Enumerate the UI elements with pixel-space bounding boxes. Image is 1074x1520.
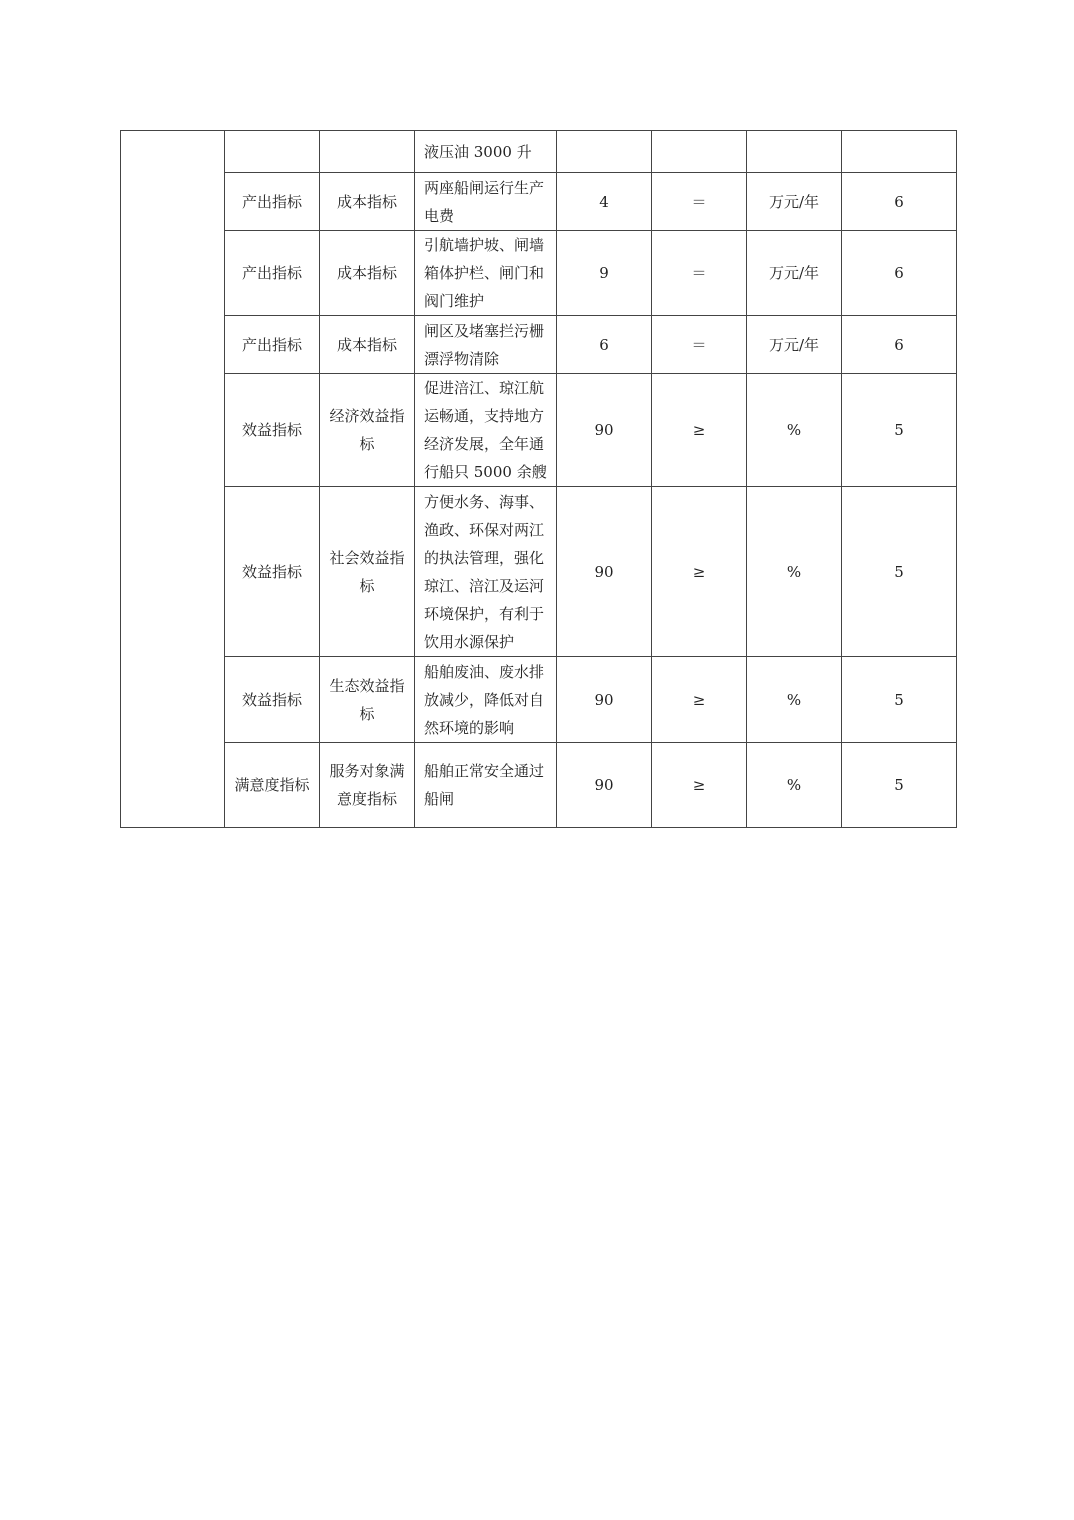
indicator-unit: % [747,487,842,657]
indicator-operator: ≥ [652,374,747,487]
level2-indicator: 生态效益指标 [320,657,415,743]
indicator-unit: 万元/年 [747,173,842,231]
indicator-value [557,131,652,173]
indicator-unit: % [747,743,842,828]
level2-indicator: 成本指标 [320,316,415,374]
indicator-description: 船舶正常安全通过船闸 [415,743,557,828]
indicator-unit: 万元/年 [747,316,842,374]
indicator-score: 5 [842,743,957,828]
indicator-operator [652,131,747,173]
indicator-unit: % [747,374,842,487]
indicator-description: 促进涪江、琼江航运畅通，支持地方经济发展，全年通行船只 5000 余艘 [415,374,557,487]
table-row [121,743,957,828]
level2-indicator [320,131,415,173]
indicator-score: 5 [842,657,957,743]
indicator-value: 6 [557,316,652,374]
indicator-value: 4 [557,173,652,231]
indicator-operator: ＝ [652,231,747,316]
table-row [121,131,957,173]
level2-indicator: 经济效益指标 [320,374,415,487]
indicator-operator: ≥ [652,743,747,828]
merged-category-cell [121,131,225,828]
level1-indicator: 满意度指标 [225,743,320,828]
table-row [121,374,957,487]
level1-indicator [225,131,320,173]
indicator-description: 引航墙护坡、闸墙箱体护栏、闸门和阀门维护 [415,231,557,316]
table-row [121,657,957,743]
table-row [121,173,957,231]
indicator-score: 5 [842,374,957,487]
indicator-unit: 万元/年 [747,231,842,316]
level2-indicator: 成本指标 [320,231,415,316]
indicator-unit [747,131,842,173]
indicator-description: 船舶废油、废水排放减少，降低对自然环境的影响 [415,657,557,743]
level2-indicator: 社会效益指标 [320,487,415,657]
indicator-description: 两座船闸运行生产电费 [415,173,557,231]
indicator-score: 6 [842,316,957,374]
level1-indicator: 产出指标 [225,173,320,231]
level1-indicator: 产出指标 [225,316,320,374]
level2-indicator: 服务对象满意度指标 [320,743,415,828]
indicator-score: 5 [842,487,957,657]
table-row [121,316,957,374]
level1-indicator: 效益指标 [225,657,320,743]
indicator-operator: ＝ [652,316,747,374]
indicator-value: 90 [557,743,652,828]
indicator-operator: ＝ [652,173,747,231]
indicator-score: 6 [842,231,957,316]
indicator-value: 90 [557,374,652,487]
level2-indicator: 成本指标 [320,173,415,231]
level1-indicator: 效益指标 [225,374,320,487]
indicator-operator: ≥ [652,657,747,743]
indicator-table [120,130,957,828]
indicator-unit: % [747,657,842,743]
indicator-value: 9 [557,231,652,316]
level1-indicator: 产出指标 [225,231,320,316]
indicator-description: 闸区及堵塞拦污栅漂浮物清除 [415,316,557,374]
indicator-value: 90 [557,487,652,657]
indicator-operator: ≥ [652,487,747,657]
indicator-score: 6 [842,173,957,231]
table-row [121,231,957,316]
indicator-score [842,131,957,173]
level1-indicator: 效益指标 [225,487,320,657]
indicator-description: 方便水务、海事、渔政、环保对两江的执法管理，强化琼江、涪江及运河环境保护，有利于饮用水源保护 [415,487,557,657]
table-row [121,487,957,657]
indicator-description: 液压油 3000 升 [415,131,557,173]
indicator-value: 90 [557,657,652,743]
